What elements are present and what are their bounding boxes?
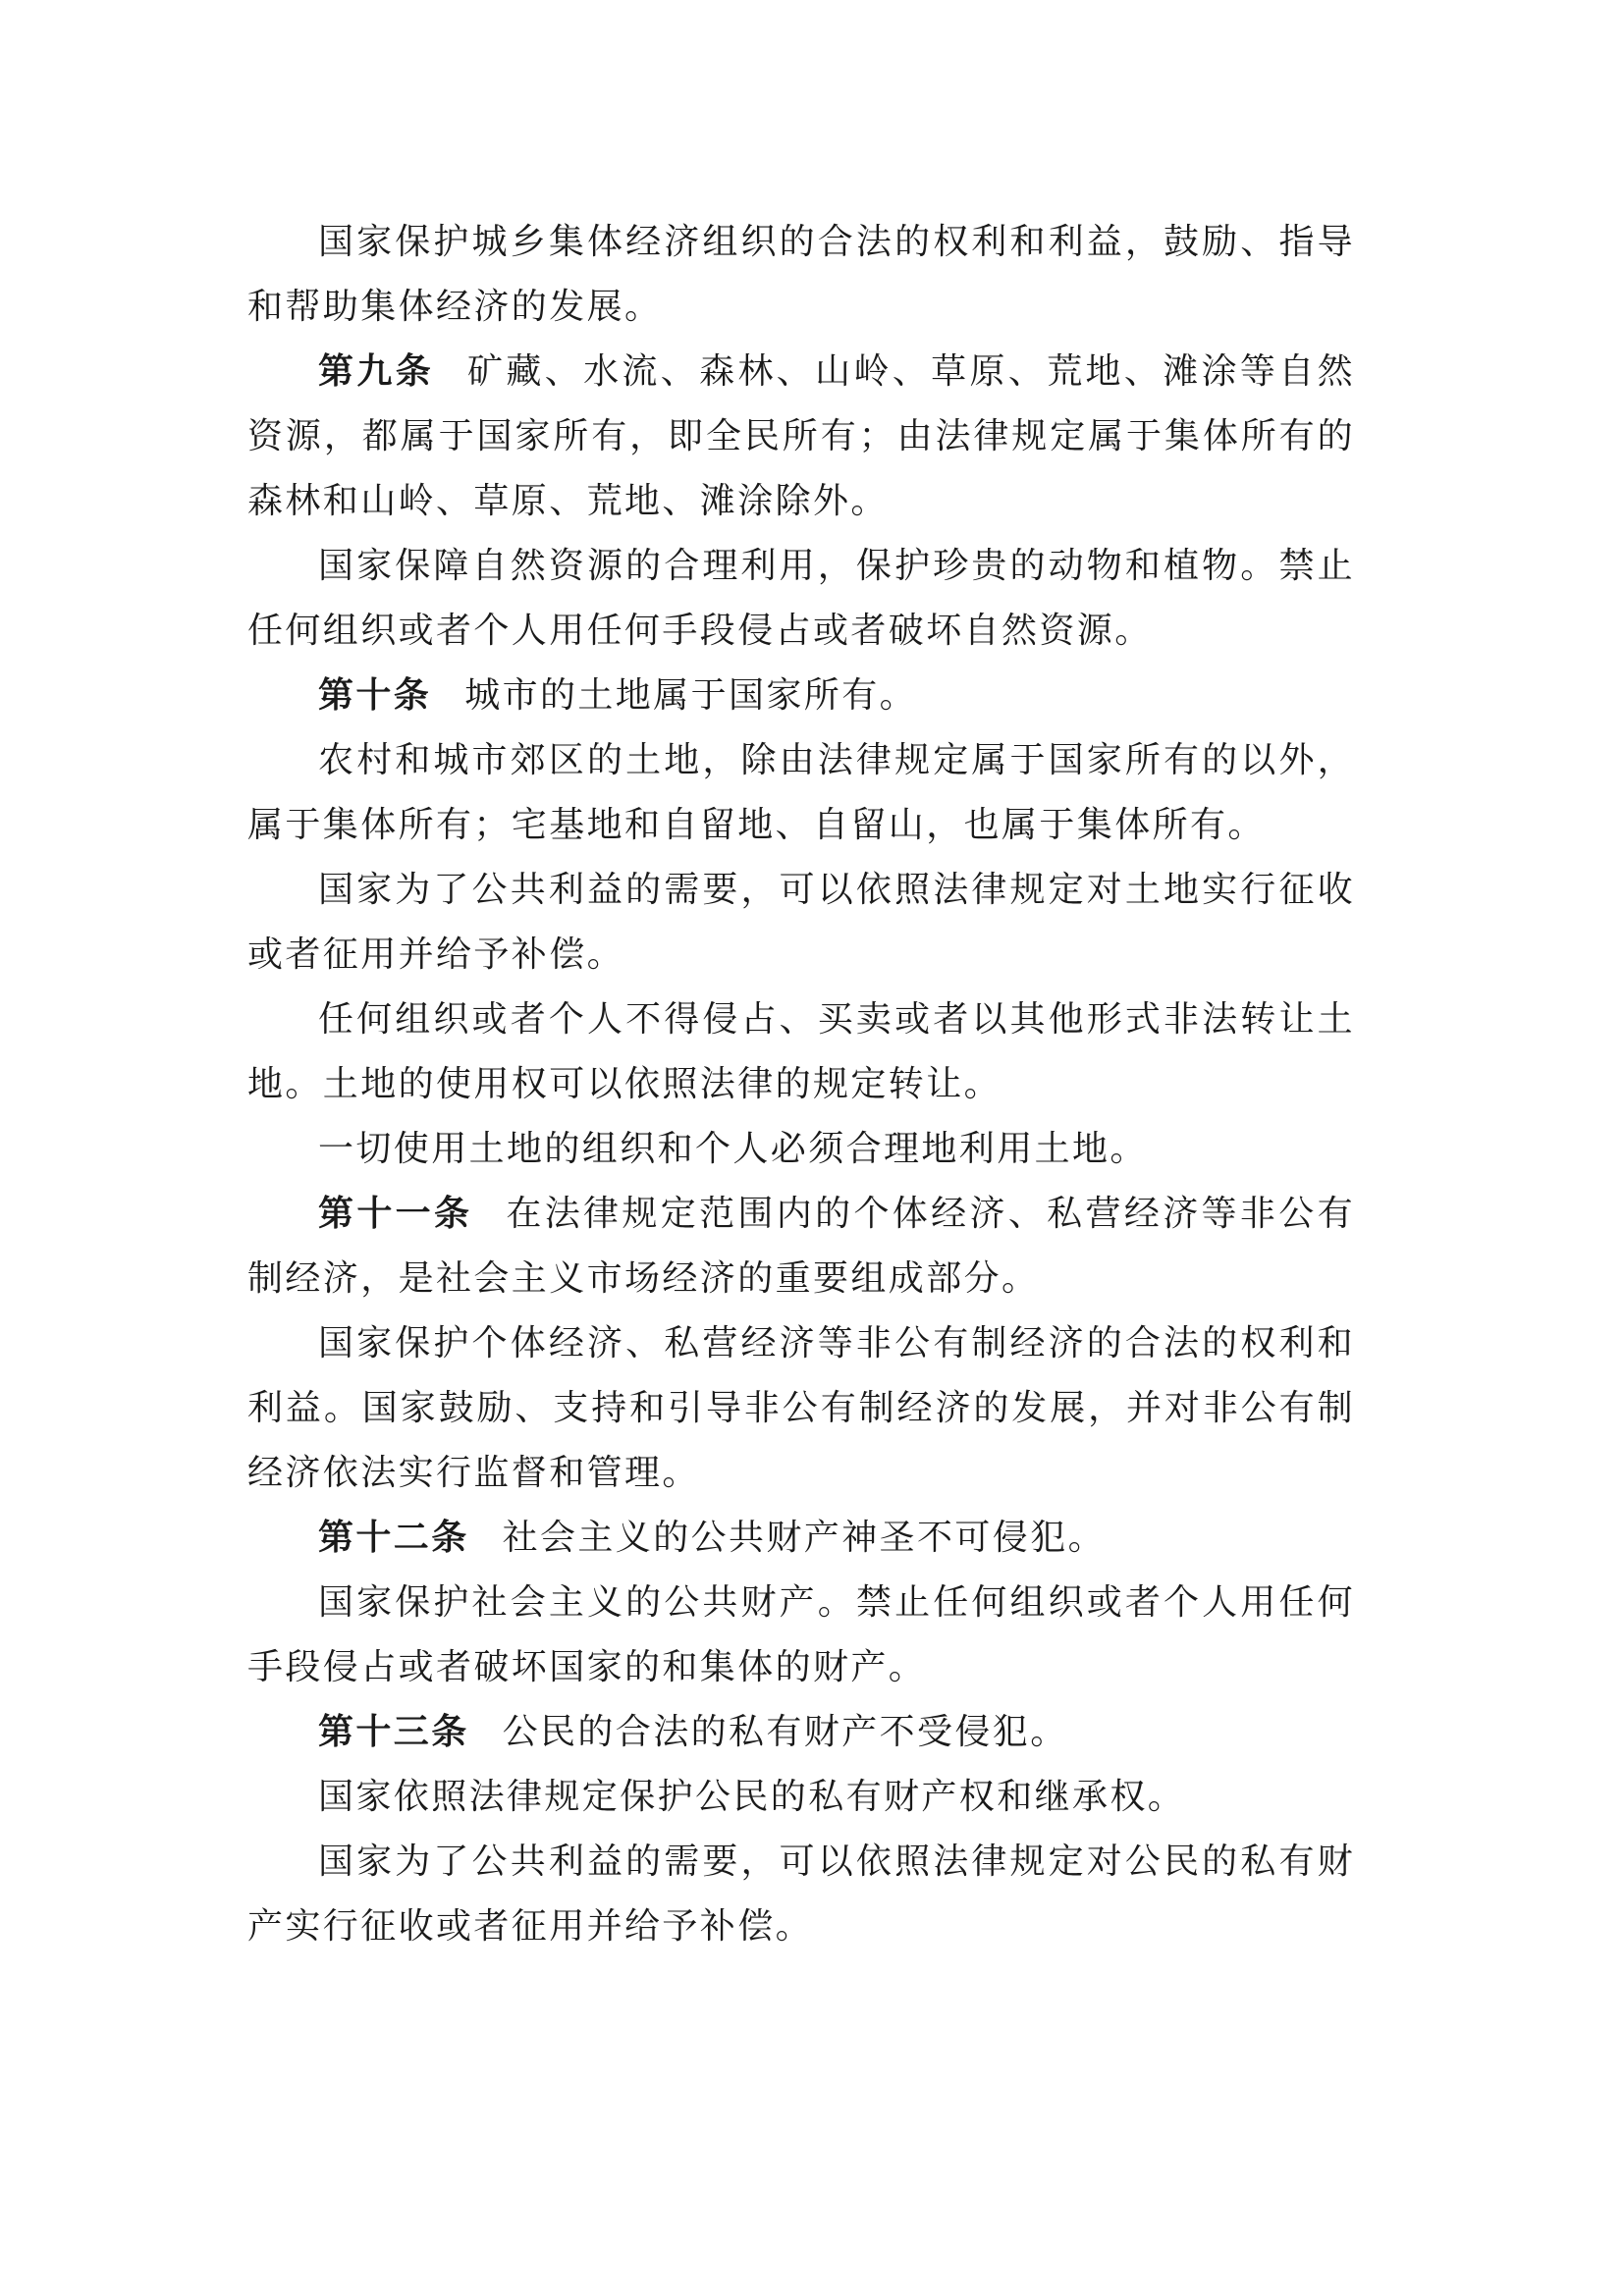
paragraph [247,728,1355,858]
paragraph-text: 矿藏、水流、森林、山岭、草原、荒地、滩涂等自然资源，都属于国家所有，即全民所有；由法律规定属于集体所有的森林和山岭、草原、荒地、滩涂除外。 [247,351,1355,521]
article-12-paragraph [247,1506,1355,1571]
paragraph-text: 公民的合法的私有财产不受侵犯。 [502,1712,1068,1752]
paragraph-text: 国家为了公共利益的需要，可以依照法律规定对土地实行征收或者征用并给予补偿。 [247,870,1355,975]
paragraph-text: 国家保障自然资源的合理利用，保护珍贵的动物和植物。禁止任何组织或者个人用任何手段侵占或者破坏自然资源。 [247,546,1355,651]
paragraph-text: 农村和城市郊区的土地，除由法律规定属于国家所有的以外，属于集体所有；宅基地和自留地、自留山，也属于集体所有。 [247,740,1355,845]
paragraph-text: 国家依照法律规定保护公民的私有财产权和继承权。 [318,1777,1186,1817]
paragraph [247,1830,1355,1959]
paragraph [247,858,1355,988]
paragraph [247,1311,1355,1506]
paragraph-text: 国家保护城乡集体经济组织的合法的权利和利益，鼓励、指导和帮助集体经济的发展。 [247,222,1355,327]
article-number: 第十一条 [318,1194,473,1234]
paragraph-text: 国家保护个体经济、私营经济等非公有制经济的合法的权利和利益。国家鼓励、支持和引导非公有制经济的发展，并对非公有制经济依法实行监督和管理。 [247,1323,1355,1493]
article-10-paragraph [247,664,1355,728]
paragraph-text: 一切使用土地的组织和个人必须合理地利用土地。 [318,1129,1148,1169]
article-9-paragraph [247,340,1355,534]
paragraph [247,1765,1355,1830]
article-13-paragraph [247,1700,1355,1765]
paragraph-text: 在法律规定范围内的个体经济、私营经济等非公有制经济，是社会主义市场经济的重要组成部分。 [247,1194,1355,1299]
article-number: 第十二条 [318,1518,469,1558]
paragraph-text: 国家为了公共利益的需要，可以依照法律规定对公民的私有财产实行征收或者征用并给予补偿。 [247,1842,1355,1947]
paragraph-text: 任何组织或者个人不得侵占、买卖或者以其他形式非法转让土地。土地的使用权可以依照法律的规定转让。 [247,999,1355,1104]
paragraph [247,988,1355,1117]
article-number: 第十条 [318,675,432,716]
document-page [247,210,1355,1959]
article-number: 第十三条 [318,1712,469,1752]
paragraph-text: 国家保护社会主义的公共财产。禁止任何组织或者个人用任何手段侵占或者破坏国家的和集体的财产。 [247,1582,1355,1687]
paragraph-text: 城市的土地属于国家所有。 [464,675,918,716]
paragraph [247,534,1355,664]
article-11-paragraph [247,1182,1355,1311]
paragraph [247,1117,1355,1182]
paragraph [247,1571,1355,1700]
paragraph-text: 社会主义的公共财产神圣不可侵犯。 [502,1518,1107,1558]
article-number: 第九条 [318,351,435,392]
paragraph [247,210,1355,340]
